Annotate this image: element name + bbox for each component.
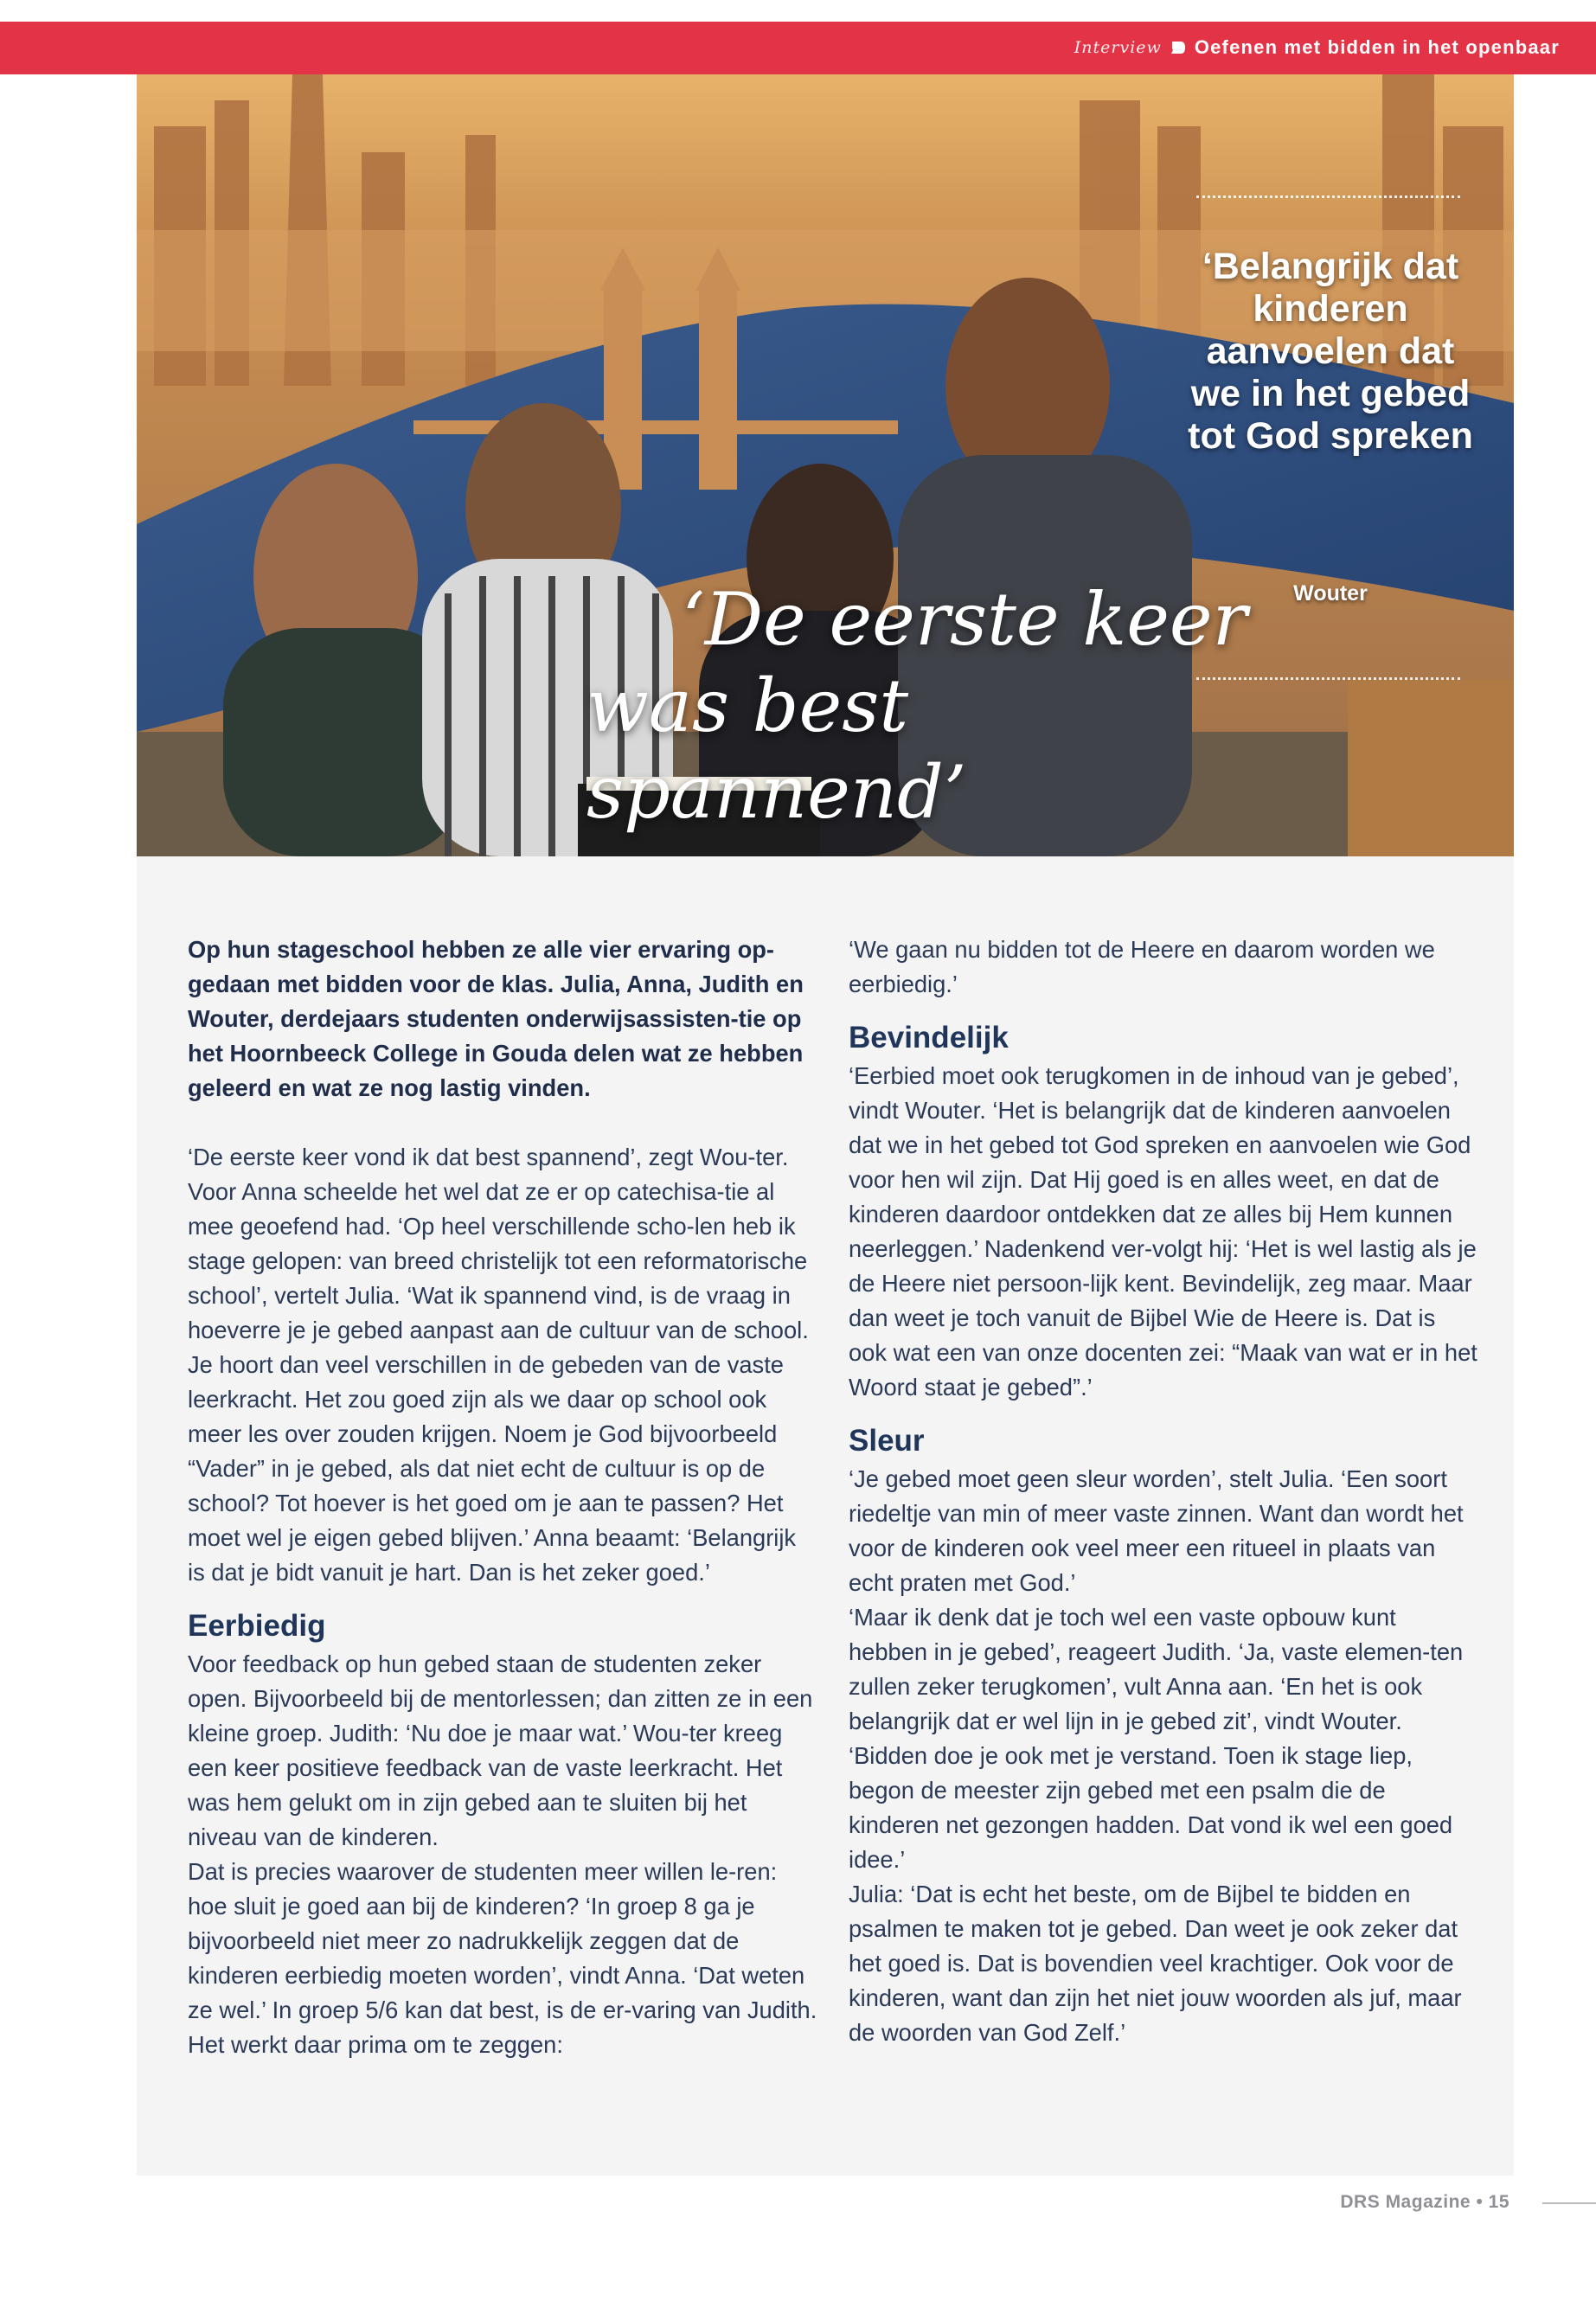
- paragraph: Dat is precies waarover de studenten meer willen le-ren: hoe sluit je goed aan bij de kinderen? ‘In groep 8 ga je bijvoorbeeld niet meer zo nadrukkelijk zeggen dat de kinderen eerbiedig moeten worden’, vindt Anna. ‘Dat weten ze wel.’ In groep 5/6 kan dat best, is de er-varing van Judith. Het werkt daar prima om te zeggen:: [188, 1858, 817, 2058]
- headline-line-1: ‘De eerste keer: [682, 577, 1247, 662]
- page-number: 15: [1488, 2192, 1509, 2212]
- paragraph: ‘Eerbied moet ook terugkomen in de inhoud van je gebed’, vindt Wouter. ‘Het is belangrijk dat de kinderen aanvoelen dat we in het gebed tot God spreken en aanvoelen wie God voor hen wil zijn. Dat Hij goed is en alles weet, en dat de kinderen daardoor ontdekken dat ze alles bij Hem kunnen neerleggen.’ Nadenkend ver-volgt hij: ‘Het is wel lastig als je de Heere niet persoon-lijk kent. Bevindelijk, zeg maar. Maar dan weet je toch vanuit de Bijbel Wie de Heere is. Dat is ook wat een van onze docenten zei: “Maak van wat er in het Woord staat je gebed”.’: [849, 1062, 1477, 1400]
- paragraph: ‘De eerste keer vond ik dat best spannend’, zegt Wou-ter. Voor Anna scheelde het wel dat ze er op catechisa-tie al mee geoefend had. ‘Op heel verschillende scho-len heb ik stage gelopen: van breed christelijk tot een reformatorische school’, vertelt Julia. ‘Wat ik spannend vind, is de vraag in hoeverre je je gebed aanpast aan de cultuur van de school. Je hoort dan veel verschillen in de gebeden van de vaste leerkracht. Het zou goed zijn als we daar op school ook meer les over zouden krijgen. Noem je God bijvoorbeeld “Vader” in je gebed, als dat niet echt de cultuur is op de school? Tot hoever is het goed om je aan te passen? Het moet wel je eigen gebed blijven.’ Anna beaamt: ‘Belangrijk is dat je bidt vanuit je hart. Dan is het zeker goed.’: [188, 1144, 809, 1586]
- paragraph: ‘Je gebed moet geen sleur worden’, stelt Julia. ‘Een soort riedeltje van min of meer vaste zinnen. Want dan wordt het voor de kinderen ook veel meer een ritueel in plaats van echt praten met God.’: [849, 1465, 1464, 1596]
- footer-rule: [1542, 2202, 1596, 2204]
- article-headline: [431, 576, 1296, 836]
- header-bar: [0, 22, 1596, 74]
- footer-separator: •: [1476, 2192, 1484, 2212]
- headline-line-2: was best spannend’: [586, 663, 967, 835]
- article-column-left: [188, 933, 817, 2062]
- subheading-eerbiedig: Eerbiedig: [188, 1609, 326, 1643]
- pull-quote-text: ‘Belangrijk dat kinderen aanvoelen dat we in het gebed tot God spreken: [1188, 246, 1473, 457]
- paragraph: Voor feedback op hun gebed staan de studenten zeker open. Bijvoorbeeld bij de mentorlessen; dan zitten ze in een kleine groep. Judith: ‘Nu doe je maar wat.’ Wou-ter kreeg een keer positieve feedback van de vaste leerkracht. Het was hem gelukt om in zijn gebed aan te sluiten bij het niveau van de kinderen.: [188, 1650, 813, 1850]
- hero-photo: [137, 74, 1514, 856]
- paragraph: ‘We gaan nu bidden tot de Heere en daarom worden we eerbiedig.’: [849, 936, 1435, 997]
- article-lead: Op hun stageschool hebben ze alle vier ervaring op-gedaan met bidden voor de klas. Julia, Anna, Judith en Wouter, derdejaars studenten onderwijsassisten-tie op het Hoornbeeck College in Gouda delen wat ze hebben geleerd en wat ze nog lastig vinden.: [188, 936, 804, 1101]
- page-footer: [1340, 2192, 1509, 2213]
- quote-divider-top: [1196, 195, 1460, 198]
- magazine-name: DRS Magazine: [1340, 2192, 1471, 2212]
- article-category-title: Oefenen met bidden in het openbaar: [1194, 36, 1560, 58]
- section-label: Interview: [1074, 38, 1162, 57]
- speech-arrow-icon: [1170, 41, 1186, 54]
- section-breadcrumb: [1074, 36, 1560, 59]
- paragraph: Julia: ‘Dat is echt het beste, om de Bijbel te bidden en psalmen te maken tot je gebed. Dan weet je ook zeker dat het goed is. Dat is bovendien veel krachtiger. Ook voor de kinderen, want dan zijn het niet jouw woorden als juf, maar de woorden van God Zelf.’: [849, 1881, 1462, 2046]
- subheading-bevindelijk: Bevindelijk: [849, 1021, 1009, 1054]
- article-column-right: [849, 933, 1478, 2050]
- paragraph: ‘Maar ik denk dat je toch wel een vaste opbouw kunt hebben in je gebed’, reageert Judith. ‘Ja, vaste elemen-ten zullen zeker terugkomen’, vult Anna aan. ‘En het is ook belangrijk dat er wel lijn in je gebed zit’, vindt Wouter. ‘Bidden doe je ook met je verstand. Toen ik stage liep, begon de meester zijn gebed met een psalm die de kinderen net gezongen hadden. Dat vond ik wel een goed idee.’: [849, 1604, 1464, 1873]
- subheading-sleur: Sleur: [849, 1424, 925, 1458]
- pull-quote-author: Wouter: [1293, 581, 1368, 606]
